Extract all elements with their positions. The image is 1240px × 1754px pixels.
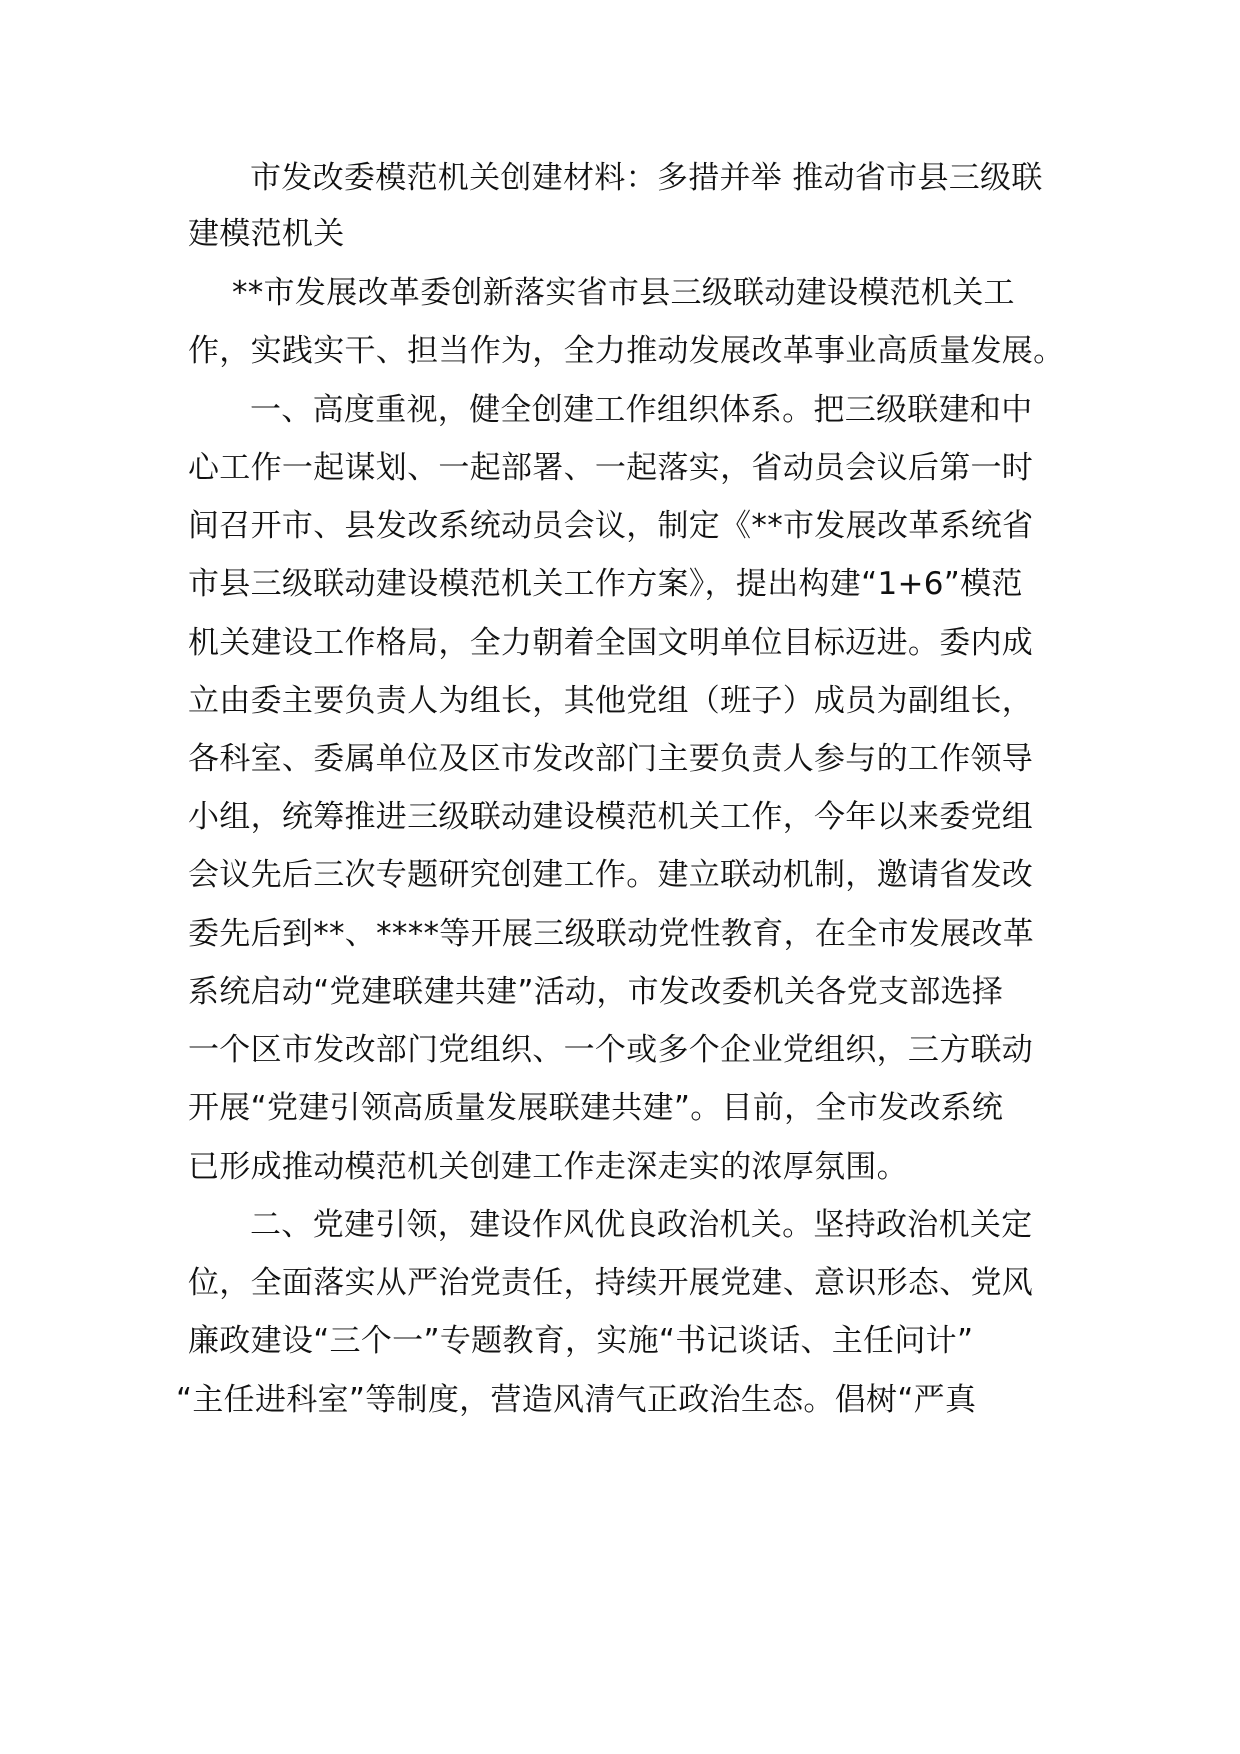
section1-line-3: 间召开市、县发改系统动员会议，制定《**市发展改革系统省 — [188, 508, 1034, 544]
section2-line-4: “主任进科室”等制度，营造风清气正政治生态。倡树“严真 — [176, 1382, 977, 1418]
title-line-2: 建模范机关 — [188, 216, 345, 252]
intro-line-2: 作，实践实干、担当作为，全力推动发展改革事业高质量发展。 — [188, 333, 1065, 369]
section1-line-2: 心工作一起谋划、一起部署、一起落实，省动员会议后第一时 — [188, 450, 1034, 486]
intro-line-1: **市发展改革委创新落实省市县三级联动建设模范机关工 — [232, 275, 1015, 311]
section1-line-12: 一个区市发改部门党组织、一个或多个企业党组织，三方联动 — [188, 1032, 1034, 1068]
section2-line-1: 二、党建引领，建设作风优良政治机关。坚持政治机关定 — [250, 1207, 1033, 1243]
section2-line-3: 廉政建设“三个一”专题教育，实施“书记谈话、主任问计” — [188, 1323, 974, 1359]
section1-line-10: 委先后到**、****等开展三级联动党性教育，在全市发展改革 — [188, 916, 1034, 952]
section1-line-5: 机关建设工作格局，全力朝着全国文明单位目标迈进。委内成 — [188, 625, 1034, 661]
title-line-1: 市发改委模范机关创建材料：多措并举 推动省市县三级联 — [250, 160, 1043, 196]
section1-line-9: 会议先后三次专题研究创建工作。建立联动机制，邀请省发改 — [188, 857, 1034, 893]
section1-line-8: 小组，统筹推进三级联动建设模范机关工作，今年以来委党组 — [188, 799, 1034, 835]
section2-line-2: 位，全面落实从严治党责任，持续开展党建、意识形态、党风 — [188, 1265, 1034, 1301]
section1-line-11: 系统启动“党建联建共建”活动，市发改委机关各党支部选择 — [188, 974, 1004, 1010]
section1-line-4: 市县三级联动建设模范机关工作方案》，提出构建“1+6”模范 — [188, 566, 1023, 602]
section1-line-6: 立由委主要负责人为组长，其他党组（班子）成员为副组长， — [188, 683, 1034, 719]
section1-line-7: 各科室、委属单位及区市发改部门主要负责人参与的工作领导 — [188, 741, 1034, 777]
section1-line-1: 一、高度重视，健全创建工作组织体系。把三级联建和中 — [250, 392, 1033, 428]
section1-line-14: 已形成推动模范机关创建工作走深走实的浓厚氛围。 — [188, 1149, 908, 1185]
section1-line-13: 开展“党建引领高质量发展联建共建”。目前，全市发改系统 — [188, 1090, 1004, 1126]
